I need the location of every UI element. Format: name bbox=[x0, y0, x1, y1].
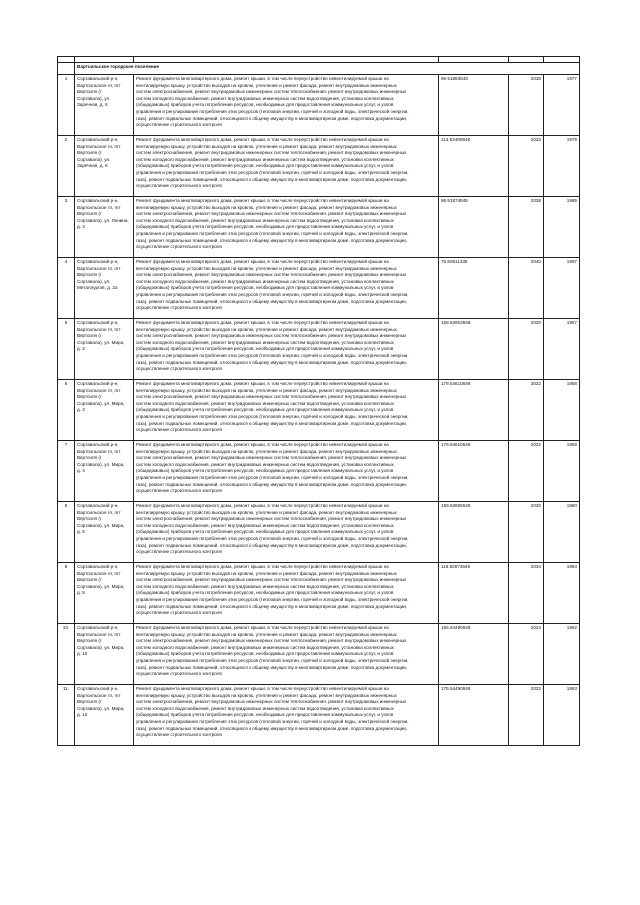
repair-year-cell: 2024 bbox=[509, 624, 544, 685]
address-line: Вяртсиля (г bbox=[77, 455, 102, 461]
work-description-line: систем холодного водоснабжения, ремонт внутридомовых инженерных систем водоотведения, установка коллективных bbox=[136, 217, 394, 223]
cost-cell: 96.51874848 bbox=[439, 197, 509, 258]
address-line: д. 5 bbox=[77, 529, 85, 535]
table-row bbox=[58, 319, 580, 380]
row-number: 2 bbox=[58, 136, 75, 197]
address-line: Вяртсиля (г bbox=[77, 699, 102, 705]
cost-cell: 179.54610648 bbox=[439, 441, 509, 502]
work-description-line: осуществление строительного контроля bbox=[136, 549, 222, 555]
address-line: Вяртсиля (г bbox=[77, 211, 102, 217]
address-cell bbox=[75, 75, 134, 136]
table-row bbox=[58, 624, 580, 685]
address-cell bbox=[75, 685, 134, 746]
address-line: Сортавала), ул. Мира, bbox=[77, 644, 125, 650]
address-line: Сортавальский р-н, bbox=[77, 564, 119, 569]
build-year-cell: 1979 bbox=[544, 136, 580, 197]
cell bbox=[58, 63, 75, 75]
work-description-cell bbox=[134, 685, 439, 746]
table-row bbox=[58, 197, 580, 258]
repair-year-cell: 2038 bbox=[509, 197, 544, 258]
address-line: Сортавальский р-н, bbox=[77, 198, 119, 203]
work-description-line: осуществление строительного контроля bbox=[136, 427, 222, 433]
work-description-line: систем электроснабжения, ремонт внутридомовых инженерных систем теплоснабжения, ремонт внутридомовых инженерных bbox=[136, 333, 407, 339]
work-description-line: управления и регулирования потребления этих ресурсов (тепловой энергии, горячей и холодной воды, электрической энергии, bbox=[136, 474, 409, 480]
work-description-line: Ремонт фундамента многоквартирного дома, ремонт крыши, в том числе переустройство невентилируемой крыши на bbox=[136, 198, 389, 203]
address-line: Вартсильское гп, пгт bbox=[77, 204, 121, 210]
address-line: Вартсильское гп, пгт bbox=[77, 448, 121, 454]
work-description-line: вентилируемую крышу, устройство выходов на кровлю, утепление и ремонт фасада, ремонт внутридомовых инженерных bbox=[136, 570, 397, 576]
address-line: Вартсильское гп, пгт bbox=[77, 326, 121, 332]
address-cell bbox=[75, 197, 134, 258]
work-description-line: газа), ремонт подвальных помещений, относящихся к общему имуществу в многоквартирном доме, подготовка документации, bbox=[136, 420, 407, 426]
work-description-line: Ремонт фундамента многоквартирного дома, ремонт крыши, в том числе переустройство невентилируемой крыши на bbox=[136, 320, 389, 325]
cost-cell: 75.50611335 bbox=[439, 258, 509, 319]
address-line: Сортавальский р-н, bbox=[77, 76, 119, 81]
work-description-line: осуществление строительного контроля bbox=[136, 732, 222, 738]
work-description-line: осуществление строительного контроля bbox=[136, 305, 222, 311]
work-description-line: управления и регулирования потребления этих ресурсов (тепловой энергии, горячей и холодной воды, электрической энергии, bbox=[136, 596, 409, 602]
table-body bbox=[58, 57, 580, 746]
row-number: 11. bbox=[58, 685, 75, 746]
table-row bbox=[58, 685, 580, 746]
address-cell bbox=[75, 136, 134, 197]
address-line: Сортавальский р-н, bbox=[77, 259, 119, 264]
work-description-line: систем электроснабжения, ремонт внутридомовых инженерных систем теплоснабжения, ремонт внутридомовых инженерных bbox=[136, 455, 407, 461]
work-description-cell bbox=[134, 502, 439, 563]
work-description-line: систем электроснабжения, ремонт внутридомовых инженерных систем теплоснабжения, ремонт внутридомовых инженерных bbox=[136, 577, 407, 583]
row-number: 8 bbox=[58, 502, 75, 563]
address-line: Вартсильское гп, пгт bbox=[77, 570, 121, 576]
build-year-cell: 1984 bbox=[544, 563, 580, 624]
work-description-line: систем электроснабжения, ремонт внутридомовых инженерных систем теплоснабжения, ремонт внутридомовых инженерных bbox=[136, 638, 407, 644]
work-description-line: (общедомовых) приборов учета потребления ресурсов, необходимых для предоставления коммунальных услуг, и узлов bbox=[136, 285, 394, 291]
address-line: Сортавальский р-н, bbox=[77, 503, 119, 508]
row-number: 1 bbox=[58, 75, 75, 136]
work-description-line: Ремонт фундамента многоквартирного дома, ремонт крыши, в том числе переустройство невентилируемой крыши на bbox=[136, 137, 389, 142]
row-number: 6 bbox=[58, 380, 75, 441]
address-cell bbox=[75, 624, 134, 685]
build-year-cell: 1953 bbox=[544, 685, 580, 746]
build-year-cell: 1957 bbox=[544, 319, 580, 380]
work-description-line: газа), ремонт подвальных помещений, относящихся к общему имуществу в многоквартирном доме, подготовка документации, bbox=[136, 359, 407, 365]
repair-year-cell: 2040 bbox=[509, 258, 544, 319]
build-year-cell: 1959 bbox=[544, 441, 580, 502]
address-line: Вяртсиля (г bbox=[77, 638, 102, 644]
address-cell bbox=[75, 258, 134, 319]
address-cell bbox=[75, 441, 134, 502]
address-line: Сортавальский р-н, bbox=[77, 381, 119, 386]
work-description-line: осуществление строительного контроля bbox=[136, 488, 222, 494]
work-description-line: газа), ремонт подвальных помещений, относящихся к общему имуществу в многоквартирном доме, подготовка документации, bbox=[136, 542, 407, 548]
address-line: Сортавала), ул. Мира, bbox=[77, 339, 125, 345]
work-description-line: систем холодного водоснабжения, ремонт внутридомовых инженерных систем водоотведения, установка коллективных bbox=[136, 95, 394, 101]
repair-year-cell: 2020 bbox=[509, 319, 544, 380]
table-row bbox=[58, 258, 580, 319]
repair-year-cell: 2038 bbox=[509, 75, 544, 136]
work-description-cell bbox=[134, 258, 439, 319]
work-description-cell bbox=[134, 563, 439, 624]
address-line: Вяртсиля (г bbox=[77, 577, 102, 583]
work-description-line: (общедомовых) приборов учета потребления ресурсов, необходимых для предоставления коммунальных услуг, и узлов bbox=[136, 102, 394, 108]
work-description-line: управления и регулирования потребления этих ресурсов (тепловой энергии, горячей и холодной воды, электрической энергии, bbox=[136, 108, 409, 114]
work-description-line: осуществление строительного контроля bbox=[136, 671, 222, 677]
work-description-line: осуществление строительного контроля bbox=[136, 122, 222, 128]
row-number: 5 bbox=[58, 319, 75, 380]
address-line: Сортавальский р-н, bbox=[77, 686, 119, 691]
table-row bbox=[58, 441, 580, 502]
row-number: 3 bbox=[58, 197, 75, 258]
work-description-line: газа), ремонт подвальных помещений, относящихся к общему имуществу в многоквартирном доме, подготовка документации, bbox=[136, 237, 407, 243]
address-line: Вяртсиля (г bbox=[77, 394, 102, 400]
table-row bbox=[58, 136, 580, 197]
build-year-cell: 1997 bbox=[544, 258, 580, 319]
work-description-line: систем холодного водоснабжения, ремонт внутридомовых инженерных систем водоотведения, установка коллективных bbox=[136, 644, 394, 650]
work-description-line: систем электроснабжения, ремонт внутридомовых инженерных систем теплоснабжения, ремонт внутридомовых инженерных bbox=[136, 516, 407, 522]
work-description-line: (общедомовых) приборов учета потребления ресурсов, необходимых для предоставления коммунальных услуг, и узлов bbox=[136, 346, 394, 352]
table-row bbox=[58, 563, 580, 624]
work-description-line: систем холодного водоснабжения, ремонт внутридомовых инженерных систем водоотведения, установка коллективных bbox=[136, 461, 394, 467]
work-description-line: управления и регулирования потребления этих ресурсов (тепловой энергии, горячей и холодной воды, электрической энергии, bbox=[136, 230, 409, 236]
work-description-line: систем электроснабжения, ремонт внутридомовых инженерных систем теплоснабжения, ремонт внутридомовых инженерных bbox=[136, 211, 407, 217]
address-line: Металлургов, д. 2а bbox=[77, 285, 118, 291]
work-description-line: вентилируемую крышу, устройство выходов на кровлю, утепление и ремонт фасада, ремонт внутридомовых инженерных bbox=[136, 82, 397, 88]
work-description-line: газа), ремонт подвальных помещений, относящихся к общему имуществу в многоквартирном доме, подготовка документации, bbox=[136, 725, 407, 731]
work-description-line: систем холодного водоснабжения, ремонт внутридомовых инженерных систем водоотведения, установка коллективных bbox=[136, 278, 394, 284]
work-description-line: (общедомовых) приборов учета потребления ресурсов, необходимых для предоставления коммунальных услуг, и узлов bbox=[136, 712, 394, 718]
work-description-line: газа), ремонт подвальных помещений, относящихся к общему имуществу в многоквартирном доме, подготовка документации, bbox=[136, 298, 407, 304]
build-year-cell: 1960 bbox=[544, 502, 580, 563]
work-description-line: управления и регулирования потребления этих ресурсов (тепловой энергии, горячей и холодной воды, электрической энергии, bbox=[136, 657, 409, 663]
address-line: Вяртсиля (г bbox=[77, 272, 102, 278]
work-description-line: Ремонт фундамента многоквартирного дома, ремонт крыши, в том числе переустройство невентилируемой крыши на bbox=[136, 76, 389, 81]
work-description-line: вентилируемую крышу, устройство выходов на кровлю, утепление и ремонт фасада, ремонт внутридомовых инженерных bbox=[136, 326, 397, 332]
work-description-line: систем холодного водоснабжения, ремонт внутридомовых инженерных систем водоотведения, установка коллективных bbox=[136, 583, 394, 589]
address-line: Вартсильское гп, пгт bbox=[77, 143, 121, 149]
cost-cell: 113.53490848 bbox=[439, 136, 509, 197]
address-line: Вяртсиля (г bbox=[77, 150, 102, 156]
work-description-line: (общедомовых) приборов учета потребления ресурсов, необходимых для предоставления коммунальных услуг, и узлов bbox=[136, 163, 394, 169]
address-line: Сортавала), ул. Мира, bbox=[77, 522, 125, 528]
address-line: Вартсильское гп, пгт bbox=[77, 82, 121, 88]
address-line: Вартсильское гп, пгт bbox=[77, 387, 121, 393]
address-line: д. 10 bbox=[77, 651, 88, 657]
table-row bbox=[58, 75, 580, 136]
work-description-line: Ремонт фундамента многоквартирного дома, ремонт крыши, в том числе переустройство невентилируемой крыши на bbox=[136, 503, 389, 508]
address-line: Вяртсиля (г bbox=[77, 516, 102, 522]
address-line: Сортавала), ул. Ленина, bbox=[77, 217, 129, 223]
address-cell bbox=[75, 319, 134, 380]
address-line: д. 8 bbox=[77, 590, 85, 596]
address-line: д. 2 bbox=[77, 346, 85, 352]
work-description-line: осуществление строительного контроля bbox=[136, 366, 222, 372]
work-description-line: управления и регулирования потребления этих ресурсов (тепловой энергии, горячей и холодной воды, электрической энергии, bbox=[136, 413, 409, 419]
address-line: д. 12 bbox=[77, 712, 88, 718]
address-line: Сортавальский р-н, bbox=[77, 442, 119, 447]
work-description-line: вентилируемую крышу, устройство выходов на кровлю, утепление и ремонт фасада, ремонт внутридомовых инженерных bbox=[136, 509, 397, 515]
address-line: Сортавала), ул. Мира, bbox=[77, 461, 125, 467]
address-line: Вартсильское гп, пгт bbox=[77, 692, 121, 698]
cost-cell: 96 51883648 bbox=[439, 75, 509, 136]
address-line: Сортавальский р-н, bbox=[77, 137, 119, 142]
work-description-line: осуществление строительного контроля bbox=[136, 183, 222, 189]
row-number: 10. bbox=[58, 624, 75, 685]
work-description-cell bbox=[134, 75, 439, 136]
section-header-row bbox=[58, 63, 580, 75]
capital-repair-table bbox=[57, 56, 580, 746]
address-line: Заречная, д. 6 bbox=[77, 102, 108, 108]
work-description-line: осуществление строительного контроля bbox=[136, 244, 222, 250]
table-row bbox=[58, 380, 580, 441]
work-description-line: (общедомовых) приборов учета потребления ресурсов, необходимых для предоставления коммунальных услуг, и узлов bbox=[136, 529, 394, 535]
address-cell bbox=[75, 380, 134, 441]
work-description-line: газа), ремонт подвальных помещений, относящихся к общему имуществу в многоквартирном доме, подготовка документации, bbox=[136, 481, 407, 487]
build-year-cell: 1977 bbox=[544, 75, 580, 136]
address-line: д. 3 bbox=[77, 407, 85, 413]
build-year-cell: 1962 bbox=[544, 624, 580, 685]
address-line: д. 4 bbox=[77, 468, 85, 474]
work-description-line: управления и регулирования потребления этих ресурсов (тепловой энергии, горячей и холодной воды, электрической энергии, bbox=[136, 718, 409, 724]
work-description-line: управления и регулирования потребления этих ресурсов (тепловой энергии, горячей и холодной воды, электрической энергии, bbox=[136, 352, 409, 358]
repair-year-cell: 2022 bbox=[509, 441, 544, 502]
work-description-cell bbox=[134, 624, 439, 685]
build-year-cell: 1958 bbox=[544, 380, 580, 441]
work-description-cell bbox=[134, 136, 439, 197]
address-line: Вартсильское гп, пгт bbox=[77, 509, 121, 515]
work-description-line: (общедомовых) приборов учета потребления ресурсов, необходимых для предоставления коммунальных услуг, и узлов bbox=[136, 407, 394, 413]
address-line: Сортавала), ул. bbox=[77, 156, 111, 162]
row-number: 9 bbox=[58, 563, 75, 624]
row-number: 4 bbox=[58, 258, 75, 319]
work-description-line: (общедомовых) приборов учета потребления ресурсов, необходимых для предоставления коммунальных услуг, и узлов bbox=[136, 590, 394, 596]
repair-year-cell: 2034 bbox=[509, 563, 544, 624]
repair-year-cell: 2020 bbox=[509, 502, 544, 563]
work-description-line: вентилируемую крышу, устройство выходов на кровлю, утепление и ремонт фасада, ремонт внутридомовых инженерных bbox=[136, 631, 397, 637]
work-description-line: Ремонт фундамента многоквартирного дома, ремонт крыши, в том числе переустройство невентилируемой крыши на bbox=[136, 686, 389, 691]
address-line: Сортавала), ул. Мира, bbox=[77, 400, 125, 406]
work-description-line: систем электроснабжения, ремонт внутридомовых инженерных систем теплоснабжения, ремонт внутридомовых инженерных bbox=[136, 272, 407, 278]
work-description-line: систем холодного водоснабжения, ремонт внутридомовых инженерных систем водоотведения, установка коллективных bbox=[136, 522, 394, 528]
build-year-cell: 1985 bbox=[544, 197, 580, 258]
work-description-line: вентилируемую крышу, устройство выходов на кровлю, утепление и ремонт фасада, ремонт внутридомовых инженерных bbox=[136, 448, 397, 454]
repair-year-cell: 2022 bbox=[509, 685, 544, 746]
address-line: Вартсильское гп, пгт bbox=[77, 631, 121, 637]
work-description-line: вентилируемую крышу, устройство выходов на кровлю, утепление и ремонт фасада, ремонт внутридомовых инженерных bbox=[136, 387, 397, 393]
work-description-cell bbox=[134, 441, 439, 502]
work-description-line: осуществление строительного контроля bbox=[136, 610, 222, 616]
address-line: Сортавальский р-н, bbox=[77, 320, 119, 325]
row-number: 7 bbox=[58, 441, 75, 502]
cost-cell: 159.53905648 bbox=[439, 502, 509, 563]
work-description-line: систем холодного водоснабжения, ремонт внутридомовых инженерных систем водоотведения, установка коллективных bbox=[136, 156, 394, 162]
address-line: Сортавала), ул. bbox=[77, 95, 111, 101]
work-description-line: Ремонт фундамента многоквартирного дома, ремонт крыши, в том числе переустройство невентилируемой крыши на bbox=[136, 442, 389, 447]
address-line: Сортавальский р-н, bbox=[77, 625, 119, 630]
address-cell bbox=[75, 563, 134, 624]
work-description-line: управления и регулирования потребления этих ресурсов (тепловой энергии, горячей и холодной воды, электрической энергии, bbox=[136, 535, 409, 541]
work-description-line: газа), ремонт подвальных помещений, относящихся к общему имуществу в многоквартирном доме, подготовка документации, bbox=[136, 115, 407, 121]
address-line: Сортавала), ул. Мира, bbox=[77, 583, 125, 589]
work-description-line: управления и регулирования потребления этих ресурсов (тепловой энергии, горячей и холодной воды, электрической энергии, bbox=[136, 169, 409, 175]
work-description-cell bbox=[134, 319, 439, 380]
work-description-line: газа), ремонт подвальных помещений, относящихся к общему имуществу в многоквартирном доме, подготовка документации, bbox=[136, 603, 407, 609]
work-description-line: (общедомовых) приборов учета потребления ресурсов, необходимых для предоставления коммунальных услуг, и узлов bbox=[136, 651, 394, 657]
work-description-line: газа), ремонт подвальных помещений, относящихся к общему имуществу в многоквартирном доме, подготовка документации, bbox=[136, 664, 407, 670]
table-row bbox=[58, 502, 580, 563]
work-description-line: вентилируемую крышу, устройство выходов на кровлю, утепление и ремонт фасада, ремонт внутридомовых инженерных bbox=[136, 692, 397, 698]
address-cell bbox=[75, 502, 134, 563]
cost-cell: 116.50874848 bbox=[439, 563, 509, 624]
work-description-cell bbox=[134, 380, 439, 441]
work-description-line: систем холодного водоснабжения, ремонт внутридомовых инженерных систем водоотведения, установка коллективных bbox=[136, 400, 394, 406]
work-description-line: вентилируемую крышу, устройство выходов на кровлю, утепление и ремонт фасада, ремонт внутридомовых инженерных bbox=[136, 204, 397, 210]
work-description-line: вентилируемую крышу, устройство выходов на кровлю, утепление и ремонт фасада, ремонт внутридомовых инженерных bbox=[136, 143, 397, 149]
work-description-line: Ремонт фундамента многоквартирного дома, ремонт крыши, в том числе переустройство невентилируемой крыши на bbox=[136, 564, 389, 569]
repair-year-cell: 2022 bbox=[509, 380, 544, 441]
address-line: Вартсильское гп, пгт bbox=[77, 265, 121, 271]
work-description-line: газа), ремонт подвальных помещений, относящихся к общему имуществу в многоквартирном доме, подготовка документации, bbox=[136, 176, 407, 182]
work-description-line: систем электроснабжения, ремонт внутридомовых инженерных систем теплоснабжения, ремонт внутридомовых инженерных bbox=[136, 150, 407, 156]
address-line: Сортавала), ул. Мира, bbox=[77, 705, 125, 711]
work-description-line: систем холодного водоснабжения, ремонт внутридомовых инженерных систем водоотведения, установка коллективных bbox=[136, 705, 394, 711]
address-line: Заречная, д. 8 bbox=[77, 163, 108, 169]
work-description-line: (общедомовых) приборов учета потребления ресурсов, необходимых для предоставления коммунальных услуг, и узлов bbox=[136, 224, 394, 230]
work-description-line: Ремонт фундамента многоквартирного дома, ремонт крыши, в том числе переустройство невентилируемой крыши на bbox=[136, 259, 389, 264]
address-line: Вяртсиля (г bbox=[77, 333, 102, 339]
work-description-line: систем электроснабжения, ремонт внутридомовых инженерных систем теплоснабжения, ремонт внутридомовых инженерных bbox=[136, 699, 407, 705]
address-line: Сортавала), ул. bbox=[77, 278, 111, 284]
cost-cell: 155.54490848 bbox=[439, 624, 509, 685]
cost-cell: 159.53903848 bbox=[439, 319, 509, 380]
cost-cell: 179.54610648 bbox=[439, 380, 509, 441]
work-description-line: систем электроснабжения, ремонт внутридомовых инженерных систем теплоснабжения, ремонт внутридомовых инженерных bbox=[136, 394, 407, 400]
repair-year-cell: 2033 bbox=[509, 136, 544, 197]
work-description-line: систем холодного водоснабжения, ремонт внутридомовых инженерных систем водоотведения, установка коллективных bbox=[136, 339, 394, 345]
address-line: д. 3 bbox=[77, 224, 85, 230]
cost-cell: 175.54490848 bbox=[439, 685, 509, 746]
address-line: Вяртсиля (г bbox=[77, 89, 102, 95]
section-title: Вартсильское городское поселение bbox=[75, 63, 580, 75]
work-description-cell bbox=[134, 197, 439, 258]
work-description-line: Ремонт фундамента многоквартирного дома, ремонт крыши, в том числе переустройство невентилируемой крыши на bbox=[136, 625, 389, 630]
work-description-line: управления и регулирования потребления этих ресурсов (тепловой энергии, горячей и холодной воды, электрической энергии, bbox=[136, 291, 409, 297]
work-description-line: Ремонт фундамента многоквартирного дома, ремонт крыши, в том числе переустройство невентилируемой крыши на bbox=[136, 381, 389, 386]
work-description-line: вентилируемую крышу, устройство выходов на кровлю, утепление и ремонт фасада, ремонт внутридомовых инженерных bbox=[136, 265, 397, 271]
work-description-line: (общедомовых) приборов учета потребления ресурсов, необходимых для предоставления коммунальных услуг, и узлов bbox=[136, 468, 394, 474]
work-description-line: систем электроснабжения, ремонт внутридомовых инженерных систем теплоснабжения, ремонт внутридомовых инженерных bbox=[136, 89, 407, 95]
